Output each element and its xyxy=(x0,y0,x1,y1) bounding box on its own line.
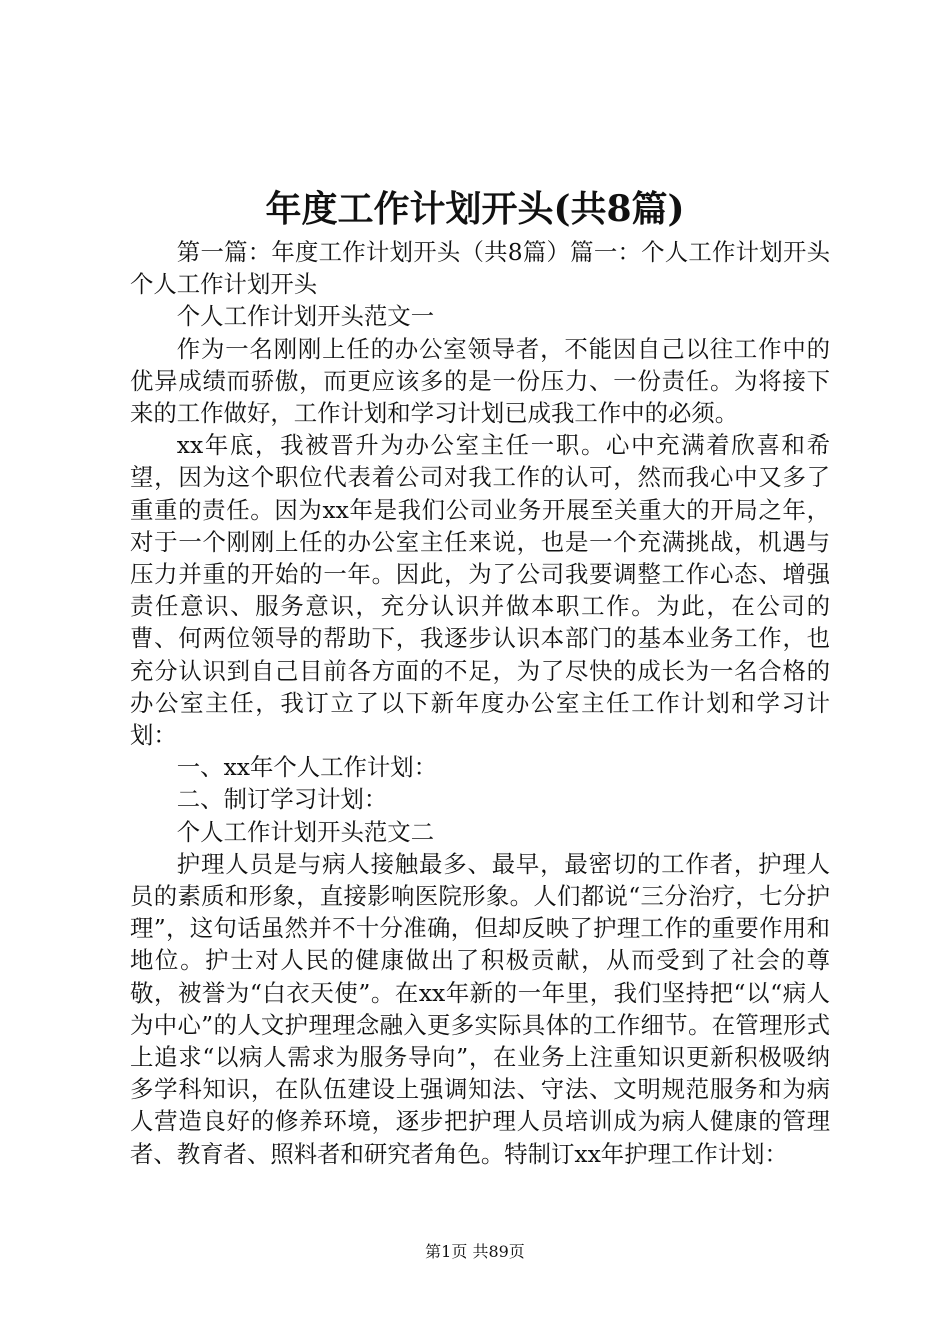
paragraph-sample-1-body: xx年底，我被晋升为办公室主任一职。心中充满着欣喜和希望，因为这个职位代表着公司对我工作的认可，然而我心中又多了重重的责任。因为xx年是我们公司业务开展至关重大的开局之年，对于一个刚刚上任的办公室主任来说，也是一个充满挑战，机遇与压力并重的开始的一年。因此，为了公司我要调整工作心态、增强责任意识、服务意识，充分认识并做本职工作。为此，在公司的曹、何两位领导的帮助下，我逐步认识本部门的基本业务工作，也充分认识到自己目前各方面的不足，为了尽快的成长为一名合格的办公室主任，我订立了以下新年度办公室主任工作计划和学习计划： xyxy=(130,431,830,750)
paragraph-study-plan-item: 二、制订学习计划： xyxy=(176,785,388,814)
paragraph-work-plan-item: 一、xx年个人工作计划： xyxy=(176,753,438,782)
document-body xyxy=(130,236,830,1170)
paragraph-heading-sample-2: 个人工作计划开头范文二 xyxy=(176,817,435,846)
paragraph-heading-sample-1: 个人工作计划开头范文一 xyxy=(176,302,435,331)
paragraph-sample-2-body: 护理人员是与病人接触最多、最早，最密切的工作者，护理人员的素质和形象，直接影响医院形象。人们都说“三分治疗，七分护理”，这句话虽然并不十分准确，但却反映了护理工作的重要作用和地位。护士对人民的健康做出了积极贡献，从而受到了社会的尊敬，被誉为“白衣天使”。在xx年新的一年里，我们坚持把“以“病人为中心”的人文护理理念融入更多实际具体的工作细节。在管理形式上追求“以病人需求为服务导向”，在业务上注重知识更新积极吸纳多学科知识，在队伍建设上强调知法、守法、文明规范服务和为病人营造良好的修养环境，逐步把护理人员培训成为病人健康的管理者、教育者、照料者和研究者角色。特制订xx年护理工作计划： xyxy=(130,849,830,1168)
page-number-footer: 第1页 共89页 xyxy=(425,1242,525,1261)
paragraph-sample-1-opening: 作为一名刚刚上任的办公室领导者，不能因自己以往工作中的优异成绩而骄傲，而更应该多的是一份压力、一份责任。为将接下来的工作做好，工作计划和学习计划已成我工作中的必须。 xyxy=(130,334,830,428)
paragraph-intro: 第一篇：年度工作计划开头（共8篇）篇一：个人工作计划开头个人工作计划开头 xyxy=(130,238,830,299)
document-title: 年度工作计划开头(共8篇) xyxy=(265,188,685,230)
